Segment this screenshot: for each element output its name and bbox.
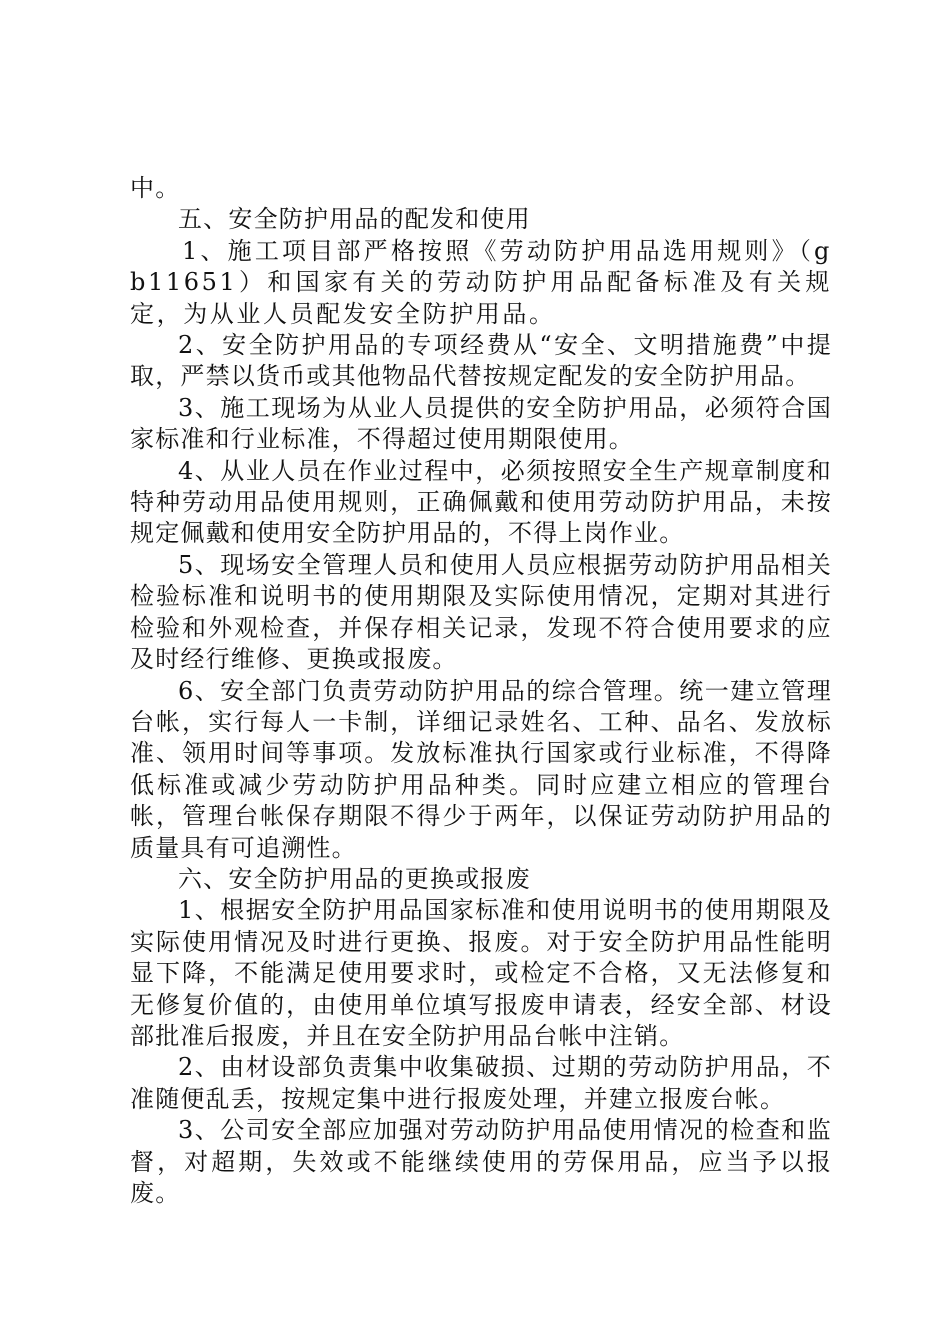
paragraph-5-3: 3、施工现场为从业人员提供的安全防护用品，必须符合国家标准和行业标准，不得超过使用期限使用。 [130, 393, 832, 454]
paragraph-6-1: 1、根据安全防护用品国家标准和使用说明书的使用期限及实际使用情况及时进行更换、报废。对于安全防护用品性能明显下降，不能满足使用要求时，或检定不合格，又无法修复和无修复价值的，由使用单位填写报废申请表，经安全部、材设部批准后报废，并且在安全防护用品台帐中注销。 [130, 896, 832, 1050]
paragraph-5-4: 4、从业人员在作业过程中，必须按照安全生产规章制度和特种劳动用品使用规则，正确佩戴和使用劳动防护用品，未按规定佩戴和使用安全防护用品的，不得上岗作业。 [130, 456, 832, 548]
document-body [130, 173, 832, 1209]
paragraph-5-5: 5、现场安全管理人员和使用人员应根据劳动防护用品相关检验标准和说明书的使用期限及实际使用情况，定期对其进行检验和外观检查，并保存相关记录，发现不符合使用要求的应及时经行维修、更换或报废。 [130, 550, 832, 674]
section-heading-6: 六、安全防护用品的更换或报废 [178, 864, 531, 893]
paragraph-continuation: 中。 [130, 174, 181, 202]
paragraph-6-3: 3、公司安全部应加强对劳动防护用品使用情况的检查和监督，对超期，失效或不能继续使用的劳保用品，应当予以报废。 [130, 1116, 832, 1207]
paragraph-5-2: 2、安全防护用品的专项经费从“安全、文明措施费”中提取，严禁以货币或其他物品代替按规定配发的安全防护用品。 [130, 331, 832, 391]
paragraph-5-6: 6、安全部门负责劳动防护用品的综合管理。统一建立管理台帐，实行每人一卡制，详细记录姓名、工种、品名、发放标准、领用时间等事项。发放标准执行国家或行业标准，不得降低标准或减少劳动防护用品种类。同时应建立相应的管理台帐，管理台帐保存期限不得少于两年，以保证劳动防护用品的质量具有可追溯性。 [130, 676, 832, 862]
paragraph-6-2: 2、由材设部负责集中收集破损、过期的劳动防护用品，不准随便乱丢，按规定集中进行报废处理，并建立报废台帐。 [130, 1053, 832, 1113]
paragraph-5-1: 1、施工项目部严格按照《劳动防护用品选用规则》（gb11651）和国家有关的劳动防护用品配备标准及有关规定，为从业人员配发安全防护用品。 [130, 236, 832, 328]
section-heading-5: 五、安全防护用品的配发和使用 [178, 205, 531, 234]
